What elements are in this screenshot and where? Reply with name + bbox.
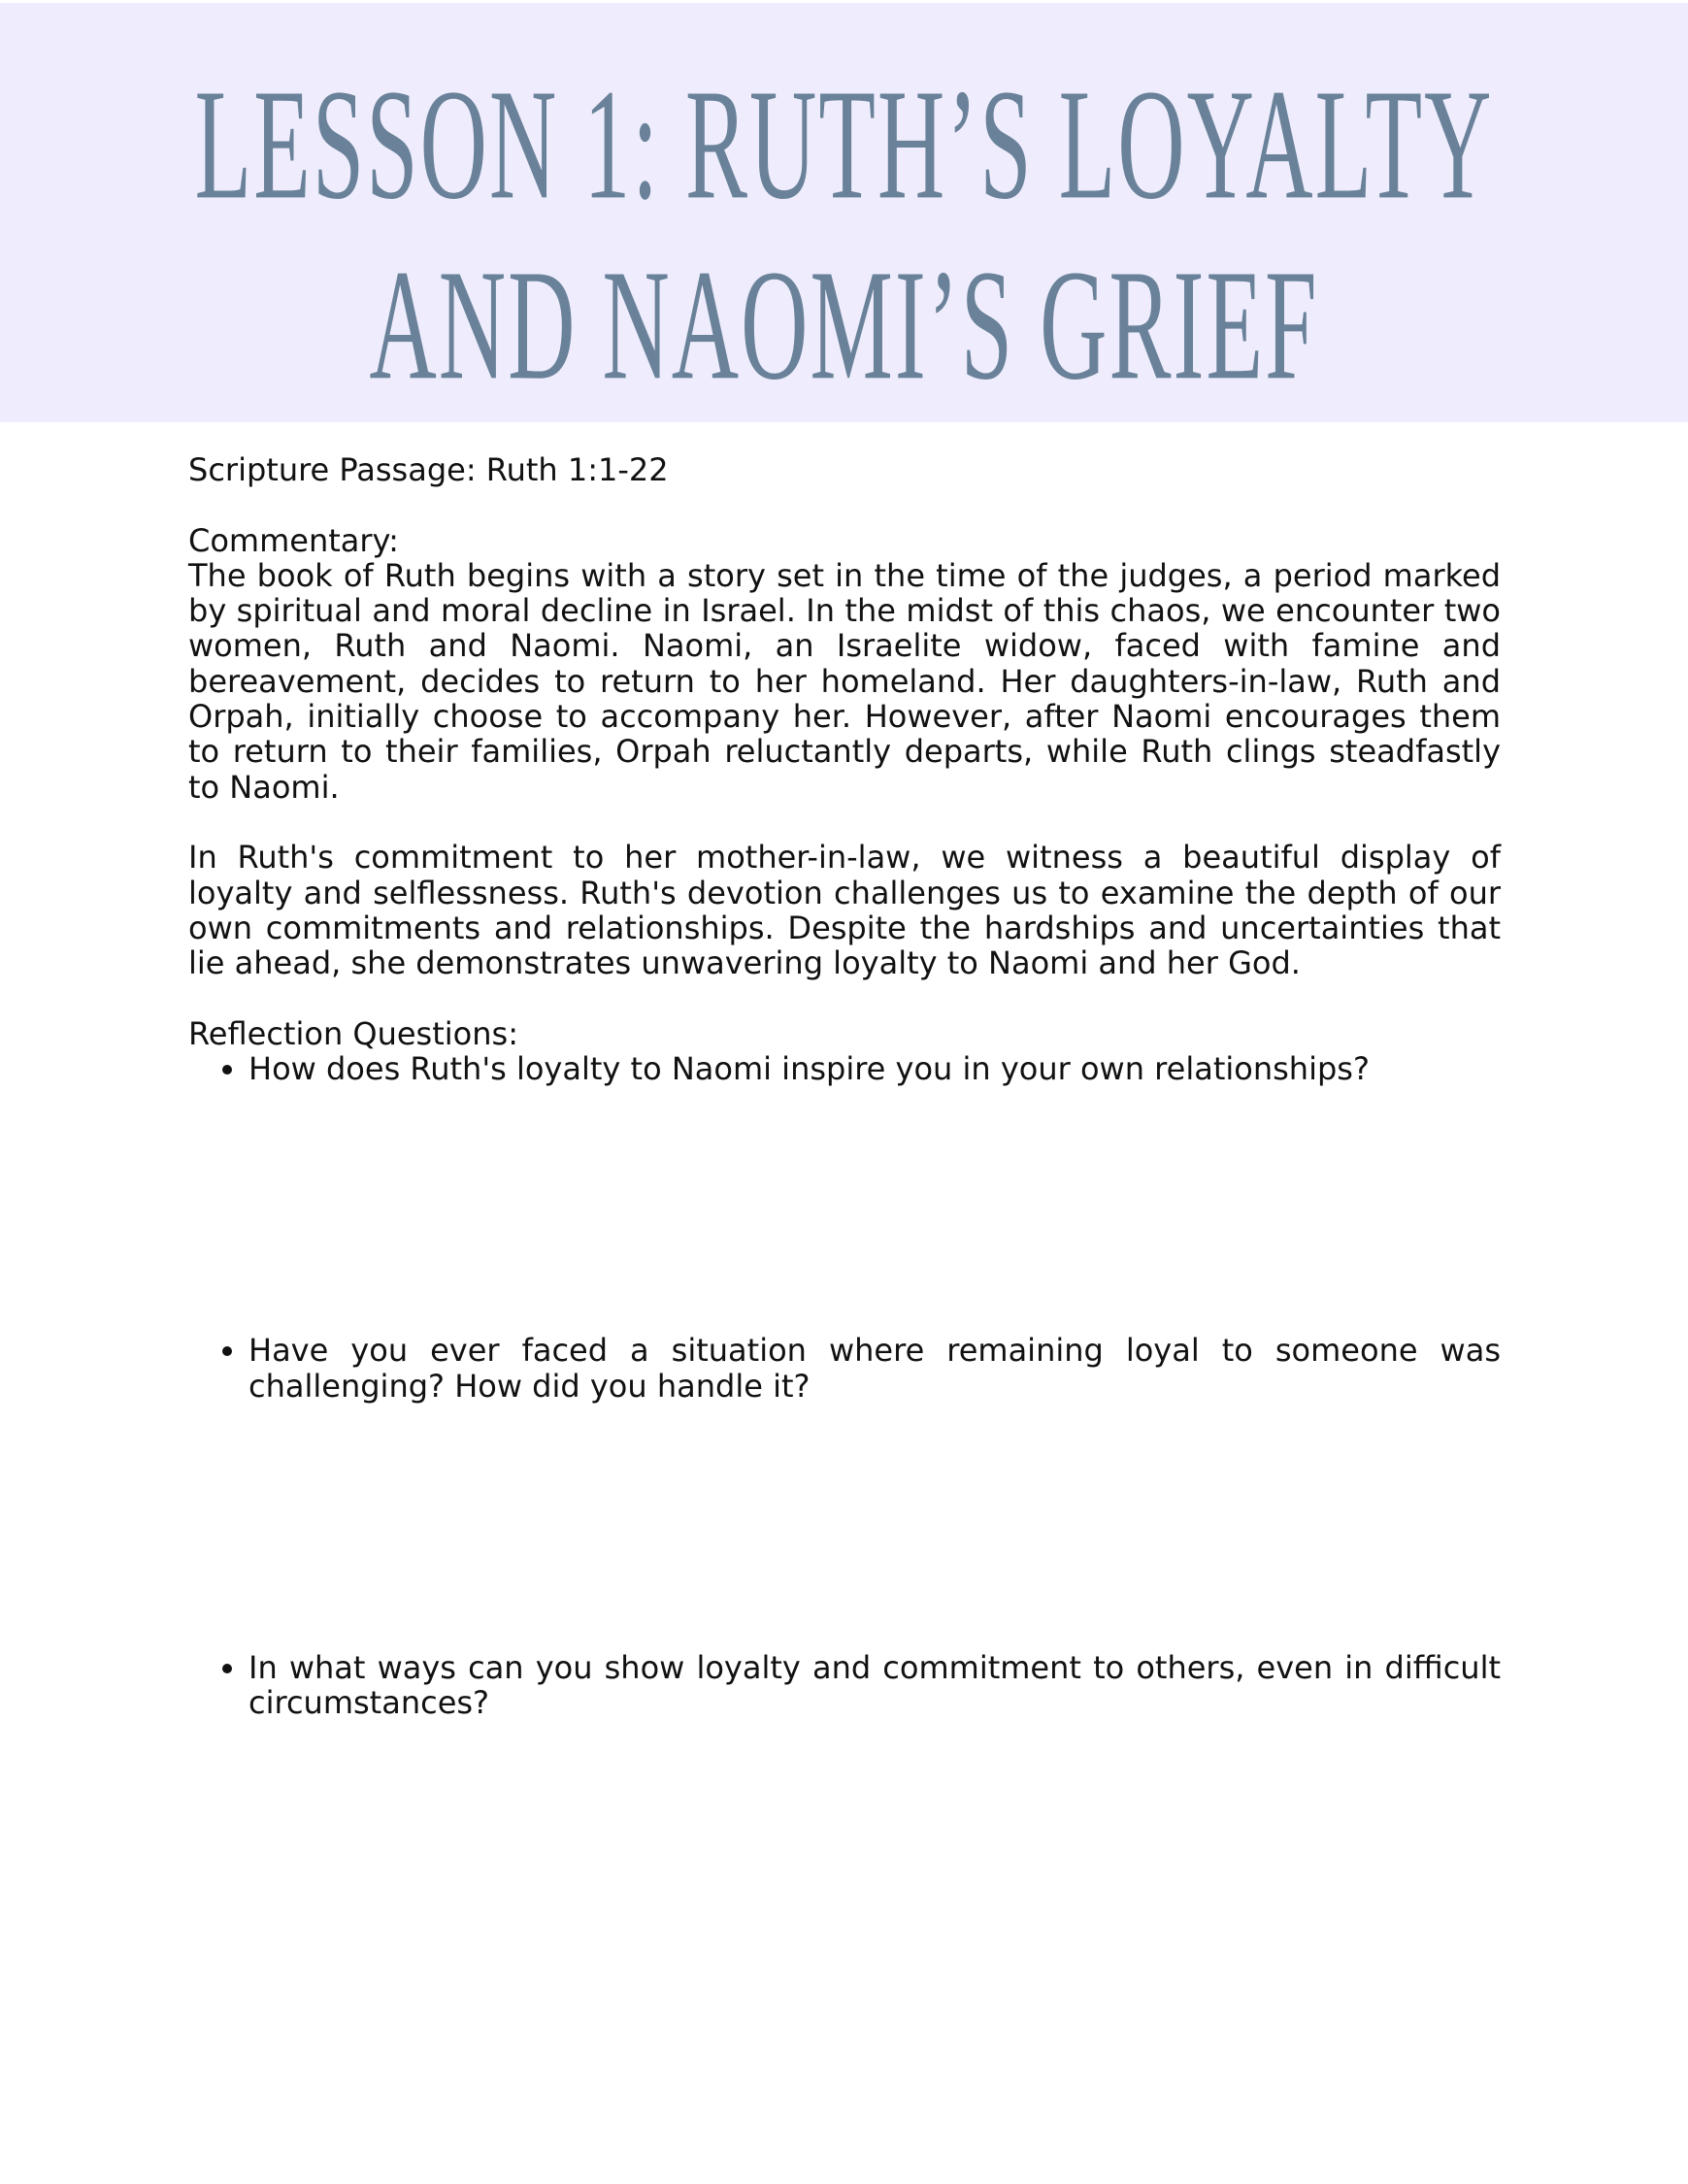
title-banner xyxy=(0,3,1688,422)
reflection-heading: Reflection Questions: xyxy=(188,1014,518,1052)
commentary-heading: Commentary: xyxy=(188,521,399,559)
page-title-line-1 xyxy=(0,55,1688,233)
title-text: AND NAOMI’S GRIEF xyxy=(369,236,1319,414)
scripture-passage: Scripture Passage: Ruth 1:1-22 xyxy=(188,451,669,488)
reflection-question: • Have you ever faced a situation where remaining loyal to someone was challenging? How did you handle it? xyxy=(248,1333,1501,1404)
page-title-line-2 xyxy=(0,236,1688,414)
lesson-content xyxy=(188,452,1501,1721)
title-text: LESSON 1: RUTH’S LOYALTY xyxy=(194,55,1494,233)
reflection-question: • How does Ruth's loyalty to Naomi inspire you in your own relationships? xyxy=(248,1051,1501,1086)
reflection-questions-list xyxy=(188,1051,1501,1720)
commentary-paragraph: The book of Ruth begins with a story set in the time of the judges, a period marked by spiritual and moral decline in Israel. In the midst of this chaos, we encounter two women, Ruth and Naomi. Naomi, an Israelite widow, faced with famine and bereavement, decides to return to her homeland. Her daughters-in-law, Ruth and Orpah, initially choose to accompany her. However, after Naomi encourages them to return to their families, Orpah reluctantly departs, while Ruth clings steadfastly to Naomi. xyxy=(188,556,1501,806)
reflection-question: • In what ways can you show loyalty and commitment to others, even in difficult circumstances? xyxy=(248,1650,1501,1721)
commentary-paragraph: In Ruth's commitment to her mother-in-law, we witness a beautiful display of loyalty and selflessness. Ruth's devotion challenges us to examine the depth of our own commitments and relationships. Despite the hardships and uncertainties that lie ahead, she demonstrates unwavering loyalty to Naomi and her God. xyxy=(188,839,1501,982)
